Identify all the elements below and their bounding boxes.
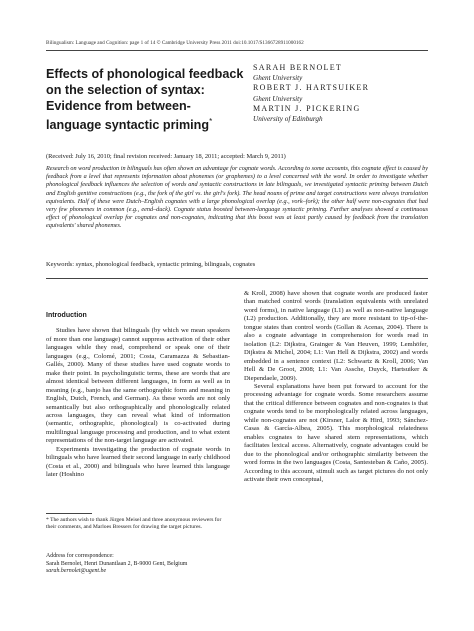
correspondence-email: sarah.bernolet@ugent.be xyxy=(46,568,107,575)
author-name: MARTIN J. PICKERING xyxy=(253,103,361,113)
body-paragraph: & Kroll, 2008) have shown that cognate words are produced faster than matched control words (translation equivalents with unrelated word forms), in native language (L1) as well as non-native language (L2) production. Additionally, they are more resistant to tip-of-the-tongue states than control words (Gollan & Acenas, 2004). There is also a cognate advantage in comprehension for words read in isolation (L2: Dijkstra, Grainger & Van Heuven, 1999; Lemhöfer, Dijkstra & Michel, 2004; L1: Van Hell & Dijkstra, 2002) and words embedded in a sentence context (L2: Schwartz & Kroll, 2006; Van Hell & De Groot, 2008; L1: Van Assche, Duyck, Hartsuiker & Diependaele, 2009). xyxy=(244,290,428,382)
acknowledgement-footnote: * The authors wish to thank Jürgen Meisel and three anonymous reviewers for their comments, and Marloes Bressers for drawing the target pictures. xyxy=(46,517,222,531)
author-name: ROBERT J. HARTSUIKER xyxy=(253,83,370,93)
author-name: SARAH BERNOLET xyxy=(253,63,343,72)
header-rule xyxy=(46,50,428,51)
abstract-rule xyxy=(46,278,428,279)
running-head: Bilingualism: Language and Cognition: page 1 of 14 © Cambridge University Press 2011 doi:10.1017/S1366728911000162 xyxy=(46,40,304,46)
left-column xyxy=(46,312,230,480)
submission-dates: (Received: July 16, 2010; final revision received: January 18, 2011; accepted: March 9, 2011) xyxy=(46,153,286,160)
correspondence-label: Address for correspondence: xyxy=(46,553,114,559)
article-title xyxy=(46,66,246,133)
body-paragraph: Experiments investigating the production of cognate words in bilinguals who have learned their second language in early childhood (Costa et al., 2000) and bilinguals who have learned this language later (Hoshino xyxy=(46,445,230,479)
author-affiliation: Ghent University xyxy=(253,94,303,103)
body-paragraph: Several explanations have been put forward to account for the processing advantage for cognate words. Some researchers assume that the critical difference between cognates and non-cognates is that cognate words tend to be morphologically related across languages, while non-cognates are not (Kirsner, Lalor & Hird, 1993; Sánchez-Casas & García-Albea, 2005). This morphological relatedness enables cognates to have shared stem representations, which facilitates lexical access. Alternatively, cognate advantages could be due to the phonological and/or orthographic similarity between the word forms in the two languages (Costa, Santesteban & Caño, 2005). According to this account, stimuli such as target pictures do not only activate their own conceptual, xyxy=(244,382,428,483)
keywords: Keywords: syntax, phonological feedback, syntactic priming, bilinguals, cognates xyxy=(46,261,256,268)
body-paragraph: Studies have shown that bilinguals (by which we mean speakers of more than one language) cannot suppress activation of their other languages while they read, comprehend or speak one of their languages (e.g., Colomé, 2001; Costa, Caramazza & Sebastian-Gallés, 2000). Many of these studies have used cognate words to make their point. In psycholinguistic terms, these are words that are almost identical between different languages, in form as well as in meaning (e.g., banjo has the same orthographic form and meaning in English, Dutch, French, and German). As these words are not only semantically but also orthographically and phonologically related across languages, they can reveal what kind of information (semantic, orthographic, phonological) is co-activated during multilingual language processing and production, and to what extent representations of the non-target language are activated. xyxy=(46,327,230,445)
section-heading: Introduction xyxy=(46,312,87,319)
correspondence-block xyxy=(46,553,230,576)
abstract: Research on word production in bilinguals has often shown an advantage for cognate words. According to some accounts, this cognate effect is caused by feedback from a level that represents information about phonemes (or graphemes) to a level concerned with the word. In order to investigate whether phonological feedback influences the selection of words and syntactic constructions in late bilinguals, we investigated syntactic priming between Dutch and English genitive constructions (e.g., the fork of the girl vs. the girl's fork). The head nouns of prime and target constructions were always translation equivalents. Half of these were Dutch–English cognates with a large phonological overlap (e.g., vork–fork); the other half were non-cognates that had very few phonemes in common (e.g., eend–duck). Cognate status boosted between-language syntactic priming. Further analyses showed a continuous effect of phonological overlap for cognates and non-cognates, indicating that this boost was at least partly caused by feedback from the translation equivalents' shared phonemes. xyxy=(46,165,428,230)
author-block xyxy=(253,63,433,124)
title-footnote-mark: * xyxy=(209,117,213,126)
footnote-rule xyxy=(46,513,92,514)
author-affiliation: Ghent University xyxy=(253,74,303,83)
correspondence-address: Sarah Bernolet, Henri Dunantlaan 2, B-9000 Gent, Belgium xyxy=(46,560,188,567)
right-column xyxy=(244,290,428,484)
author-affiliation: University of Edinburgh xyxy=(253,115,323,124)
article-title-text: Effects of phonological feedback on the selection of syntax: Evidence from between-language syntactic priming xyxy=(46,67,244,133)
